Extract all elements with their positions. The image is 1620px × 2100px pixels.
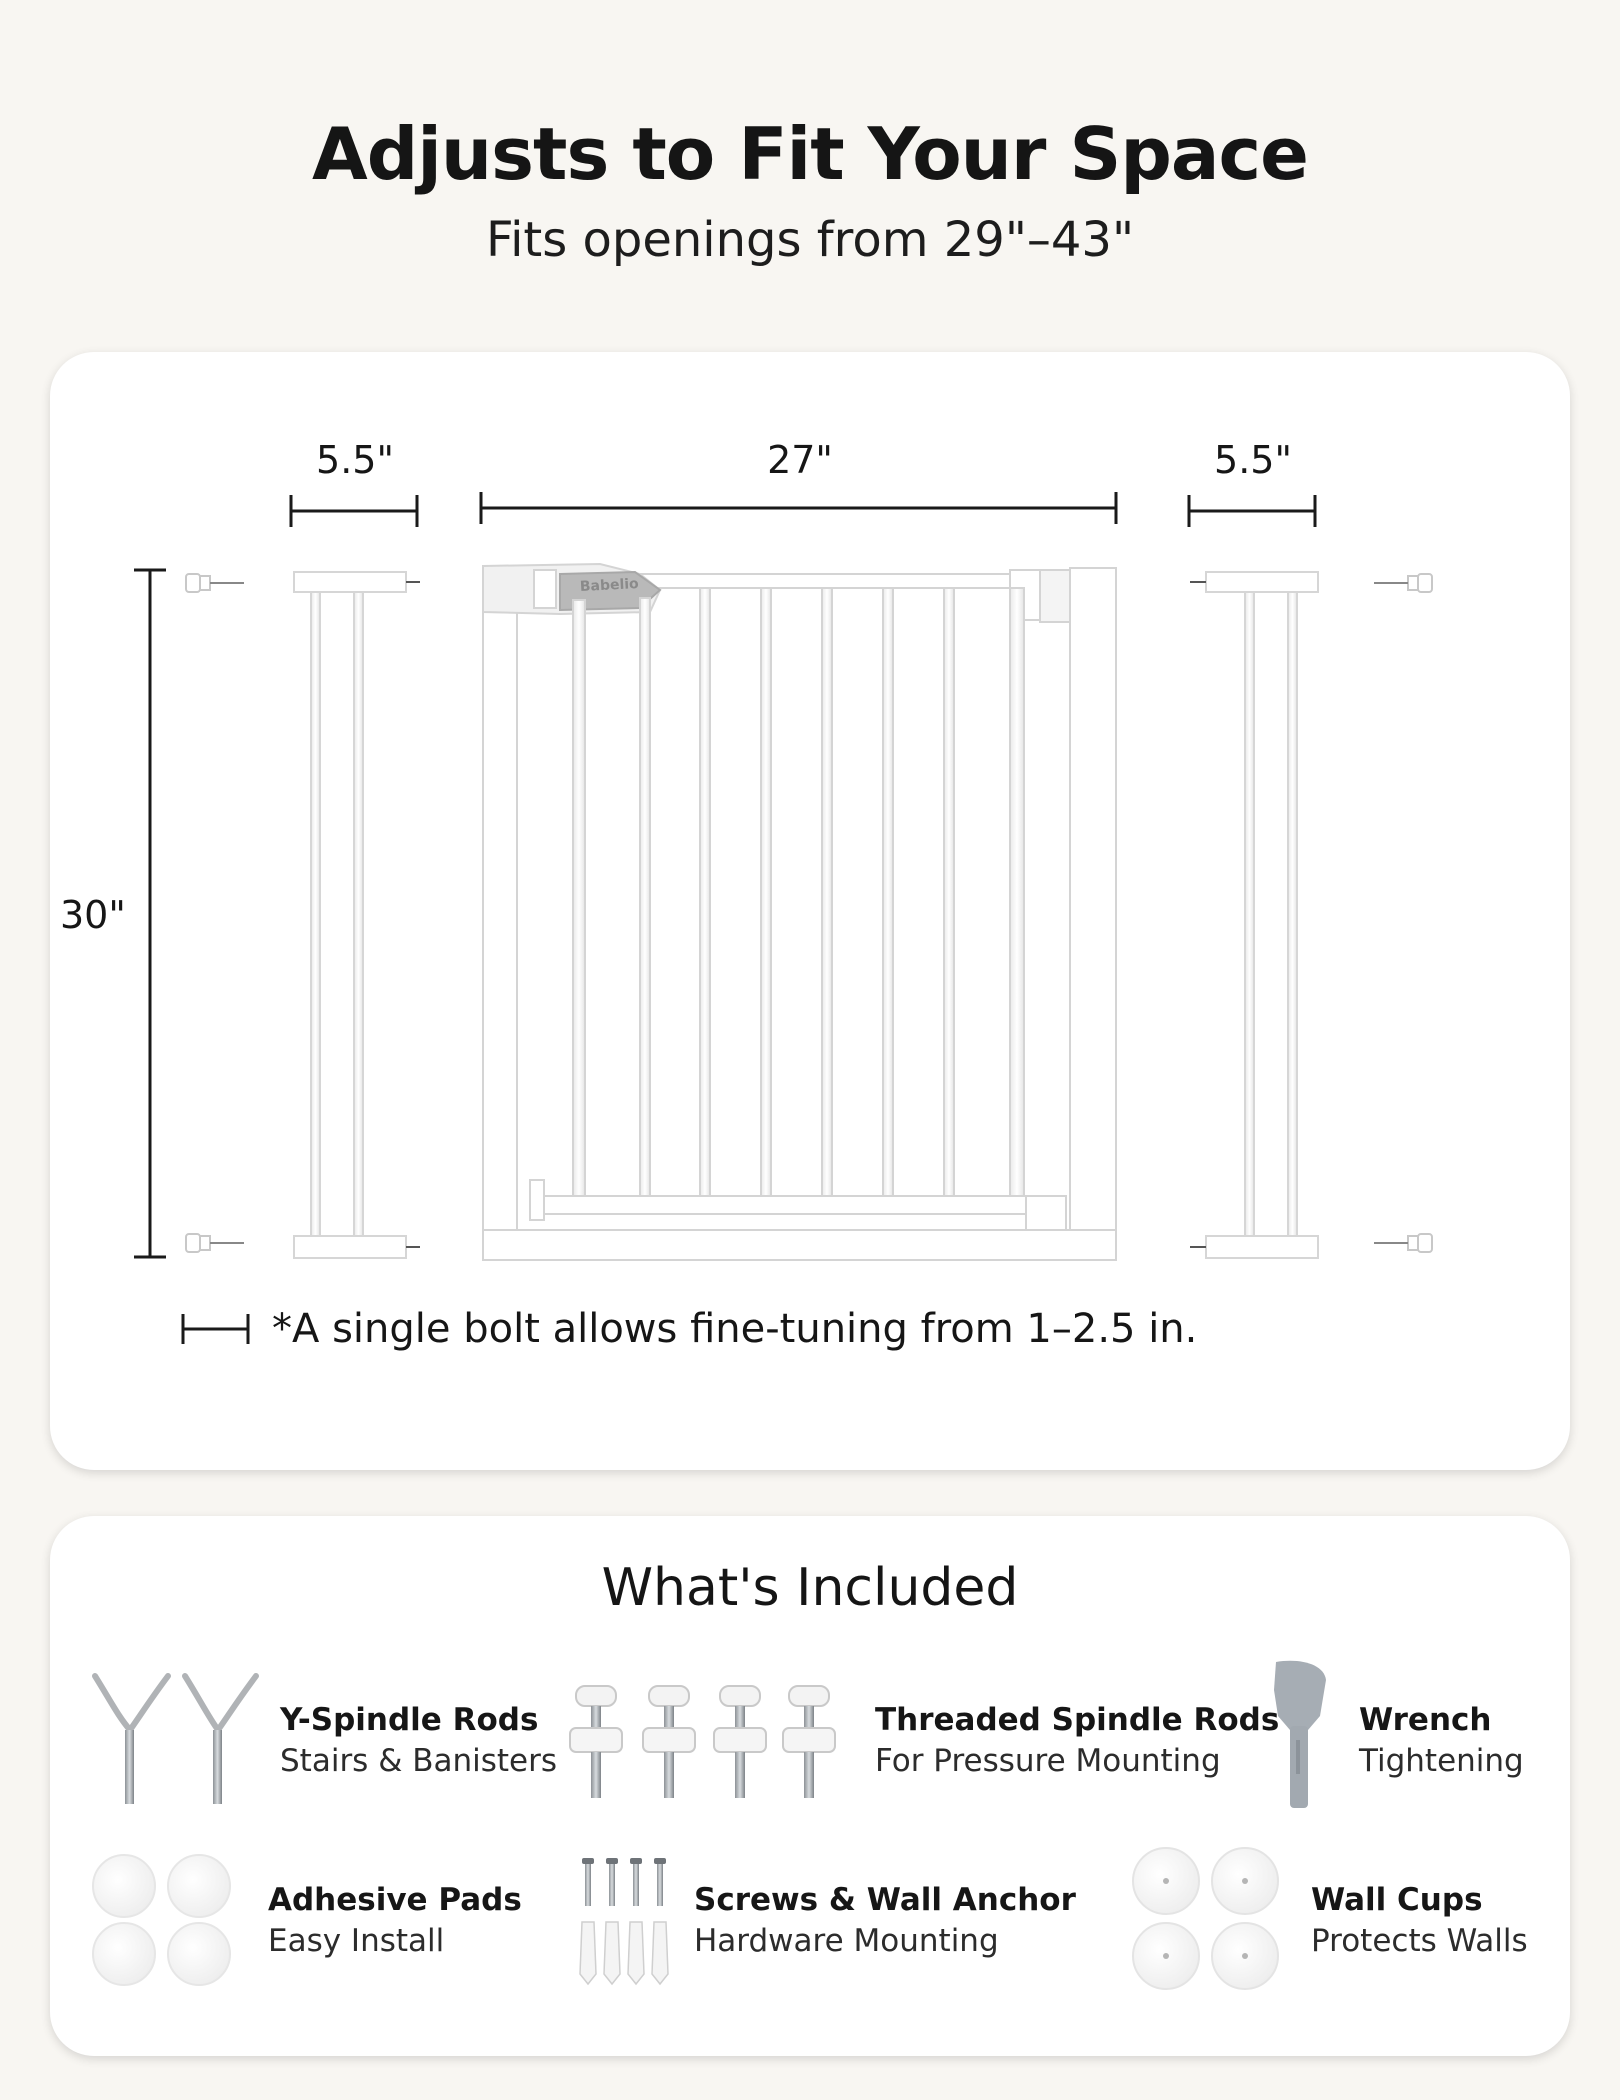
item-desc-wall-cups: Protects Walls xyxy=(1311,1923,1528,1959)
left-extension-dimension: 5.5" xyxy=(316,438,394,482)
y-spindle-rods-icon xyxy=(95,1676,256,1804)
left-extension-panel xyxy=(294,572,420,1258)
item-desc-adhesive-pads: Easy Install xyxy=(268,1923,445,1959)
right-extension-dimension: 5.5" xyxy=(1214,438,1292,482)
height-dimension: 30" xyxy=(60,893,126,937)
gate-brand-logo: Babelio xyxy=(579,575,640,596)
item-desc-y-spindle-rods: Stairs & Banisters xyxy=(280,1743,558,1779)
fine-tuning-note: *A single bolt allows fine-tuning from 1–2.5 in. xyxy=(272,1306,1198,1352)
adhesive-pads-icon xyxy=(93,1855,230,1985)
wrench-icon xyxy=(1274,1661,1326,1808)
right-extension-panel xyxy=(1190,572,1318,1258)
item-name-screws-wall-anchor: Screws & Wall Anchor xyxy=(694,1882,1076,1918)
main-gate xyxy=(483,564,1116,1260)
screws-wall-anchor-icon xyxy=(580,1858,668,1984)
included-title: What's Included xyxy=(601,1558,1019,1618)
item-desc-threaded-spindle-rods: For Pressure Mounting xyxy=(875,1743,1221,1779)
item-desc-wrench: Tightening xyxy=(1359,1743,1524,1779)
threaded-spindle-rods-icon xyxy=(570,1686,835,1798)
item-name-threaded-spindle-rods: Threaded Spindle Rods xyxy=(875,1702,1280,1738)
item-name-wrench: Wrench xyxy=(1359,1702,1492,1738)
wall-cups-icon xyxy=(1133,1848,1278,1989)
page-subtitle: Fits openings from 29"–43" xyxy=(485,212,1135,268)
item-name-y-spindle-rods: Y-Spindle Rods xyxy=(280,1702,539,1738)
page-title: Adjusts to Fit Your Space xyxy=(311,112,1308,196)
item-name-adhesive-pads: Adhesive Pads xyxy=(268,1882,522,1918)
item-desc-screws-wall-anchor: Hardware Mounting xyxy=(694,1923,999,1959)
item-name-wall-cups: Wall Cups xyxy=(1311,1882,1483,1918)
gate-width-dimension: 27" xyxy=(767,438,833,482)
